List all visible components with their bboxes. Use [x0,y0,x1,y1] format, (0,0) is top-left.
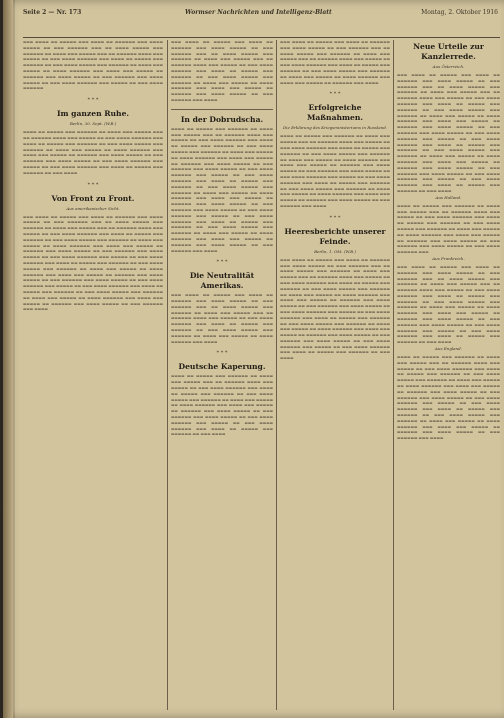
newspaper-page [3,0,504,718]
issue-date: Montag, 2. Oktober 1916 [421,9,498,16]
headline: In der Dobrudscha. [180,114,264,124]
subheadline: Aus Holland. [435,194,462,200]
dateline: Berlin, 30. Sept. (W.B.) [69,121,117,127]
body-text: ▬▬▬ ▬▬▬▬ ▬▬ ▬▬▬▬▬ ▬▬▬ ▬▬▬▬ ▬▬ ▬▬▬▬▬▬ ▬▬▬ ▬▬▬▬ ▬▬▬▬▬ ▬▬ ▬▬▬ ▬▬▬▬▬▬ ▬▬▬ ▬▬ ▬▬▬▬ ▬▬▬▬▬ ▬▬▬ ▬▬▬▬▬▬ ▬▬ ▬▬▬▬ ▬▬▬ ▬▬▬▬▬ ▬▬▬ ▬▬ ▬▬▬▬▬▬ ▬▬▬▬ ▬▬▬ ▬▬▬▬▬ ▬▬ ▬▬▬ ▬▬▬▬ ▬▬▬▬▬▬ ▬▬▬ ▬▬▬▬ ▬▬ ▬▬▬▬▬ ▬▬▬ ▬▬▬▬▬▬ ▬▬ ▬▬▬ ▬▬▬▬ ▬▬▬▬▬ ▬▬▬ ▬▬▬▬▬▬ ▬▬ ▬▬▬▬ ▬▬▬ ▬▬▬▬▬ ▬▬ ▬▬▬▬ ▬▬▬▬▬▬ ▬▬▬ ▬▬▬▬ ▬▬▬ ▬▬▬▬▬ ▬▬ ▬▬▬▬▬▬ ▬▬▬ ▬▬▬▬ ▬▬▬▬▬ ▬▬ ▬▬▬ ▬▬▬▬▬▬ ▬▬▬ ▬▬▬▬ ▬▬▬▬▬ ▬▬ ▬▬▬ ▬▬▬▬ ▬▬▬▬▬▬ ▬▬▬ ▬▬▬▬▬ ▬▬ ▬▬▬ ▬▬▬▬ ▬▬▬▬▬▬ ▬▬▬ ▬▬▬▬ ▬▬ ▬▬▬▬▬ ▬▬▬ ▬▬▬▬▬▬ ▬▬ ▬▬▬ ▬▬▬▬ ▬▬▬▬▬ ▬▬▬ ▬▬▬▬▬▬ ▬▬ ▬▬▬▬ ▬▬▬ ▬▬▬▬▬ ▬▬ ▬▬▬▬ ▬▬▬▬▬▬ ▬▬▬ ▬▬▬▬ ▬▬▬ ▬▬▬▬▬ ▬▬ ▬▬▬▬▬▬ ▬▬▬ ▬▬▬▬ ▬▬▬▬▬ ▬▬ ▬▬▬ ▬▬▬▬▬▬ ▬▬▬ ▬▬▬▬ ▬▬▬▬▬ ▬▬ ▬▬▬ ▬▬▬▬ ▬▬▬▬▬▬ ▬▬▬ ▬▬▬▬▬ ▬▬ ▬▬▬ ▬▬▬▬ ▬▬▬▬▬▬ ▬▬▬ ▬▬▬▬ ▬▬ ▬▬▬▬▬ ▬▬▬ ▬▬▬▬▬▬ ▬▬ ▬▬▬ ▬▬▬▬ [280,257,390,361]
body-text: ▬▬▬ ▬▬▬▬ ▬▬ ▬▬▬▬▬ ▬▬▬ ▬▬▬▬ ▬▬ ▬▬▬▬▬▬ ▬▬▬ ▬▬▬▬ ▬▬▬▬▬ ▬▬ ▬▬▬ ▬▬▬▬▬▬ ▬▬▬ ▬▬ ▬▬▬▬ ▬▬▬▬▬ ▬▬▬ ▬▬▬▬▬▬ ▬▬ ▬▬▬▬ ▬▬▬ ▬▬▬▬▬ ▬▬▬ ▬▬ ▬▬▬▬▬▬ ▬▬▬▬ ▬▬▬ ▬▬▬▬▬ ▬▬ ▬▬▬ ▬▬▬▬ ▬▬▬▬▬▬ ▬▬▬ ▬▬▬▬ ▬▬ ▬▬▬▬▬ ▬▬▬ ▬▬▬▬▬▬ ▬▬ ▬▬▬ ▬▬▬▬ ▬▬▬▬▬ ▬▬▬ ▬▬▬▬▬▬ ▬▬ ▬▬▬▬ ▬▬▬ ▬▬▬▬▬ ▬▬ ▬▬▬▬ ▬▬▬▬▬▬ ▬▬▬ ▬▬▬▬ ▬▬▬ ▬▬▬▬▬ ▬▬ ▬▬▬▬▬▬ ▬▬▬ ▬▬▬▬ ▬▬▬▬▬ ▬▬ ▬▬▬ ▬▬▬▬▬▬ ▬▬▬ ▬▬▬▬ ▬▬▬▬▬ ▬▬ ▬▬▬ ▬▬▬▬ ▬▬▬▬▬▬ ▬▬▬ ▬▬▬▬▬ ▬▬ ▬▬▬ ▬▬▬▬ ▬▬▬▬▬▬ ▬▬▬ ▬▬▬▬ ▬▬ ▬▬▬▬▬ ▬▬▬ ▬▬▬▬▬▬ ▬▬ ▬▬▬ ▬▬▬▬ ▬▬▬▬▬ ▬▬▬ ▬▬▬▬▬▬ ▬▬ ▬▬▬▬ ▬▬▬ ▬▬▬▬▬ ▬▬ ▬▬▬▬ ▬▬▬▬▬▬ ▬▬▬ ▬▬▬▬ ▬▬▬ ▬▬▬▬▬ ▬▬ ▬▬▬▬▬▬ ▬▬▬ ▬▬▬▬ ▬▬▬▬▬ ▬▬ ▬▬▬ ▬▬▬▬▬▬ ▬▬▬ ▬▬▬▬ ▬▬▬▬▬ ▬▬ ▬▬▬ ▬▬▬▬ ▬▬▬▬▬▬ ▬▬▬ ▬▬▬▬▬ ▬▬ ▬▬▬ ▬▬▬▬ ▬▬▬▬▬▬ ▬▬▬ ▬▬▬▬ ▬▬ ▬▬▬▬▬ ▬▬▬ ▬▬▬▬▬▬ ▬▬ ▬▬▬ ▬▬▬▬ ▬▬▬▬▬ ▬▬▬ ▬▬▬▬▬▬ ▬▬ ▬▬▬▬ ▬▬▬ ▬▬▬▬▬ ▬▬ ▬▬▬▬ ▬▬▬▬▬▬ ▬▬▬ ▬▬▬▬ ▬▬▬ ▬▬▬▬▬ ▬▬ ▬▬▬▬▬▬ ▬▬▬ ▬▬▬▬ ▬▬▬▬▬ ▬▬ ▬▬▬ ▬▬▬▬▬▬ ▬▬▬ ▬▬▬▬ [23,214,163,312]
body-text: ▬▬▬ ▬▬▬▬ ▬▬ ▬▬▬▬▬ ▬▬▬ ▬▬▬▬ ▬▬ ▬▬▬▬▬▬ ▬▬▬ ▬▬▬▬ ▬▬▬▬▬ ▬▬ ▬▬▬ ▬▬▬▬▬▬ ▬▬▬ ▬▬ ▬▬▬▬ ▬▬▬▬▬ ▬▬▬ ▬▬▬▬▬▬ ▬▬ ▬▬▬▬ ▬▬▬ ▬▬▬▬▬ ▬▬▬ ▬▬ ▬▬▬▬▬▬ ▬▬▬▬ ▬▬▬ ▬▬▬▬▬ ▬▬ ▬▬▬ ▬▬▬▬ ▬▬▬▬▬▬ ▬▬▬ ▬▬▬▬ ▬▬ ▬▬▬▬▬ ▬▬▬ ▬▬▬▬▬▬ ▬▬ ▬▬▬ ▬▬▬▬ ▬▬▬▬▬ ▬▬▬ ▬▬▬▬▬▬ ▬▬ ▬▬▬▬ ▬▬▬ ▬▬▬▬▬ ▬▬ ▬▬▬▬ ▬▬▬▬▬▬ ▬▬▬ ▬▬▬▬ ▬▬▬ ▬▬▬▬▬ ▬▬ ▬▬▬▬▬▬ ▬▬▬ ▬▬▬▬ ▬▬▬▬▬ ▬▬ ▬▬▬ ▬▬▬▬▬▬ ▬▬▬ ▬▬▬▬ ▬▬▬▬▬ ▬▬ ▬▬▬ ▬▬▬▬ ▬▬▬▬▬▬ ▬▬▬ ▬▬▬▬▬ ▬▬ ▬▬▬ ▬▬▬▬ ▬▬▬▬▬▬ ▬▬▬ ▬▬▬▬ ▬▬ ▬▬▬▬▬ ▬▬▬ ▬▬▬▬▬▬ ▬▬ ▬▬▬ ▬▬▬▬ ▬▬▬▬▬ ▬▬▬ ▬▬▬▬▬▬ ▬▬ ▬▬▬▬ ▬▬▬ ▬▬▬▬▬ ▬▬ ▬▬▬▬ ▬▬▬▬▬▬ ▬▬▬ ▬▬▬▬ ▬▬▬ ▬▬▬▬▬ ▬▬ ▬▬▬▬▬▬ ▬▬▬ ▬▬▬▬ ▬▬▬▬▬ ▬▬ ▬▬▬ ▬▬▬▬▬▬ ▬▬▬ ▬▬▬▬ ▬▬▬▬▬ ▬▬ ▬▬▬ ▬▬▬▬ ▬▬▬▬▬▬ ▬▬▬ ▬▬▬▬▬ ▬▬ ▬▬▬ ▬▬▬▬ ▬▬▬▬▬▬ ▬▬▬ ▬▬▬▬ ▬▬ ▬▬▬▬▬ ▬▬▬ ▬▬▬▬▬▬ ▬▬ ▬▬▬ ▬▬▬▬ [397,73,500,193]
page-header [15,4,500,28]
body-text: ▬▬▬▬ ▬▬ ▬▬▬▬▬ ▬▬▬ ▬▬▬▬▬▬ ▬▬ ▬▬▬▬ ▬▬▬ ▬▬▬▬▬ ▬▬▬ ▬▬ ▬▬▬▬▬▬ ▬▬▬▬ ▬▬▬ ▬▬▬▬▬ ▬▬ ▬▬▬ ▬▬▬▬ ▬▬▬▬▬▬ ▬▬▬ ▬▬▬▬ ▬▬ ▬▬▬▬▬ ▬▬▬ ▬▬▬▬▬▬ ▬▬ ▬▬▬ ▬▬▬▬ ▬▬▬▬▬ ▬▬▬ ▬▬▬▬▬▬ ▬▬ ▬▬▬▬ ▬▬▬ ▬▬▬▬▬ ▬▬ ▬▬▬▬ ▬▬▬▬▬▬ ▬▬▬ ▬▬▬▬ ▬▬▬ ▬▬▬▬▬ ▬▬ ▬▬▬▬▬▬ ▬▬▬ ▬▬▬▬ ▬▬▬▬▬ ▬▬ ▬▬▬ ▬▬▬▬▬▬ ▬▬▬ ▬▬▬▬ ▬▬▬▬▬ ▬▬ ▬▬▬ ▬▬▬▬ ▬▬▬▬▬▬ ▬▬▬ ▬▬▬▬▬ ▬▬ ▬▬▬ ▬▬▬▬ ▬▬▬▬▬▬ ▬▬▬ ▬▬▬▬ ▬▬ ▬▬▬▬▬ ▬▬▬ ▬▬▬▬▬▬ ▬▬ ▬▬▬ ▬▬▬▬ [23,130,163,175]
body-text: ▬▬▬ ▬▬▬▬ ▬▬ ▬▬▬▬▬ ▬▬▬ ▬▬▬▬ ▬▬ ▬▬▬▬▬▬ ▬▬▬ ▬▬▬▬ ▬▬▬▬▬ ▬▬ ▬▬▬ ▬▬▬▬▬▬ ▬▬▬ ▬▬ ▬▬▬▬ ▬▬▬▬▬ ▬▬▬ ▬▬▬▬▬▬ ▬▬ ▬▬▬▬ ▬▬▬ ▬▬▬▬▬ ▬▬▬ ▬▬ ▬▬▬▬▬▬ ▬▬▬▬ ▬▬▬ ▬▬▬▬▬ ▬▬ ▬▬▬ ▬▬▬▬ ▬▬▬▬▬▬ ▬▬▬ ▬▬▬▬ ▬▬ ▬▬▬▬▬ ▬▬▬ ▬▬▬▬▬▬ ▬▬ ▬▬▬ ▬▬▬▬ ▬▬▬▬▬ ▬▬▬ ▬▬▬▬▬▬ ▬▬ ▬▬▬▬ ▬▬▬ ▬▬▬▬▬ ▬▬ ▬▬▬▬ ▬▬▬▬▬▬ ▬▬▬ ▬▬▬▬ ▬▬▬ ▬▬▬▬▬ ▬▬ ▬▬▬▬▬▬ ▬▬▬ ▬▬▬▬ ▬▬▬▬▬ ▬▬ ▬▬▬ ▬▬▬▬▬▬ ▬▬▬ ▬▬▬▬ [171,40,273,102]
subheadline: Die Erklärung des Kriegsministeriums in Russland. [282,125,388,131]
headline: Erfolgreiche Maßnahmen. [306,103,364,123]
section-star: * * * [329,91,341,98]
section-star: * * * [329,214,341,221]
column-rule [276,40,277,710]
column-1 [23,40,163,710]
section-star: * * * [216,259,228,266]
header-rule [23,37,500,38]
section-star: * * * [87,181,99,188]
column-2 [171,40,273,710]
headline: Neue Urteile zur Kanzlerrede. [413,42,484,61]
subheadline: Aus Österreich. [432,64,465,69]
headline: Heeresberichte unserer Feinde. [284,226,386,246]
subheadline: Aus amerikanischer Sicht. [66,205,120,211]
binding-spine [3,0,13,718]
section-rule [171,109,273,110]
body-text: ▬▬▬▬ ▬▬ ▬▬▬▬▬ ▬▬▬ ▬▬▬▬▬▬ ▬▬ ▬▬▬▬ ▬▬▬ ▬▬▬▬▬ ▬▬▬ ▬▬ ▬▬▬▬▬▬ ▬▬▬▬ ▬▬▬ ▬▬▬▬▬ ▬▬ ▬▬▬ ▬▬▬▬ ▬▬▬▬▬▬ ▬▬▬ ▬▬▬▬ ▬▬ ▬▬▬▬▬ ▬▬▬ ▬▬▬▬▬▬ ▬▬ ▬▬▬ ▬▬▬▬ ▬▬▬▬▬ ▬▬▬ ▬▬▬▬▬▬ ▬▬ ▬▬▬▬ ▬▬▬ ▬▬▬▬▬ ▬▬ ▬▬▬▬ ▬▬▬▬▬▬ ▬▬▬ ▬▬▬▬ ▬▬▬ ▬▬▬▬▬ ▬▬ ▬▬▬▬▬▬ ▬▬▬ ▬▬▬▬ ▬▬▬▬▬ ▬▬ ▬▬▬ ▬▬▬▬▬▬ ▬▬▬ ▬▬▬▬ ▬▬▬▬▬ ▬▬ ▬▬▬ ▬▬▬▬ ▬▬▬▬▬▬ ▬▬▬ ▬▬▬▬▬ ▬▬ ▬▬▬ ▬▬▬▬ ▬▬▬▬▬▬ ▬▬▬ ▬▬▬▬ ▬▬ ▬▬▬▬▬ ▬▬▬ ▬▬▬▬▬▬ ▬▬ ▬▬▬ ▬▬▬▬ ▬▬▬▬▬ ▬▬▬ ▬▬▬▬▬▬ ▬▬ ▬▬▬▬ ▬▬▬ ▬▬▬▬▬ ▬▬ ▬▬▬▬ ▬▬▬▬▬▬ ▬▬▬ ▬▬▬▬ ▬▬▬ ▬▬▬▬▬ ▬▬ ▬▬▬▬▬▬ ▬▬▬ ▬▬▬▬ ▬▬▬▬▬ ▬▬ ▬▬▬ ▬▬▬▬▬▬ ▬▬▬ ▬▬▬▬ ▬▬▬▬▬ ▬▬ ▬▬▬ ▬▬▬▬ ▬▬▬▬▬▬ ▬▬▬ ▬▬▬▬▬ ▬▬ ▬▬▬ ▬▬▬▬ ▬▬▬▬▬▬ ▬▬▬ ▬▬▬▬ ▬▬ ▬▬▬▬▬ ▬▬▬ ▬▬▬▬▬▬ ▬▬ ▬▬▬ ▬▬▬▬ ▬▬▬▬▬ ▬▬▬ ▬▬▬▬▬▬ ▬▬ ▬▬▬▬ ▬▬▬ ▬▬▬▬▬ ▬▬ ▬▬▬▬ ▬▬▬▬▬▬ ▬▬▬ ▬▬▬▬ ▬▬▬ ▬▬▬▬▬ ▬▬ ▬▬▬▬▬▬ ▬▬▬ ▬▬▬▬ ▬▬▬▬▬ ▬▬ ▬▬▬ ▬▬▬▬▬▬ ▬▬▬ ▬▬▬▬ [171,126,273,253]
body-text: ▬▬▬ ▬▬▬▬ ▬▬ ▬▬▬▬▬ ▬▬▬ ▬▬▬▬ ▬▬ ▬▬▬▬▬▬ ▬▬▬ ▬▬▬▬ ▬▬▬▬▬ ▬▬ ▬▬▬ ▬▬▬▬▬▬ ▬▬▬ ▬▬ ▬▬▬▬ ▬▬▬▬▬ ▬▬▬ ▬▬▬▬▬▬ ▬▬ ▬▬▬▬ ▬▬▬ ▬▬▬▬▬ ▬▬▬ ▬▬ ▬▬▬▬▬▬ ▬▬▬▬ ▬▬▬ ▬▬▬▬▬ ▬▬ ▬▬▬ ▬▬▬▬ ▬▬▬▬▬▬ ▬▬▬ ▬▬▬▬ ▬▬ ▬▬▬▬▬ ▬▬▬ ▬▬▬▬▬▬ ▬▬ ▬▬▬ ▬▬▬▬ ▬▬▬▬▬ ▬▬▬ ▬▬▬▬▬▬ ▬▬ ▬▬▬▬ ▬▬▬ ▬▬▬▬▬ ▬▬ ▬▬▬▬ ▬▬▬▬▬▬ ▬▬▬ ▬▬▬▬ ▬▬▬ ▬▬▬▬▬ ▬▬ ▬▬▬▬▬▬ ▬▬▬ ▬▬▬▬ ▬▬▬▬▬ ▬▬ ▬▬▬ ▬▬▬▬▬▬ ▬▬▬ ▬▬▬▬ ▬▬▬▬▬ ▬▬ ▬▬▬ ▬▬▬▬ ▬▬▬▬▬▬ ▬▬▬ ▬▬▬▬▬ ▬▬ ▬▬▬ ▬▬▬▬ ▬▬▬▬▬▬ ▬▬▬ ▬▬▬▬ ▬▬ ▬▬▬▬▬ ▬▬▬ ▬▬▬▬▬▬ ▬▬ ▬▬▬ ▬▬▬▬ [397,264,500,345]
masthead: Wormser Nachrichten und Intelligenz-Blatt [185,9,332,16]
headline: Von Front zu Front. [51,193,135,203]
column-3 [280,40,390,710]
page-number: Seite 2 — Nr. 173 [23,9,82,16]
column-rule [393,40,394,710]
body-text: ▬▬▬▬ ▬▬ ▬▬▬▬▬ ▬▬▬ ▬▬▬▬▬▬ ▬▬ ▬▬▬▬ ▬▬▬ ▬▬▬▬▬ ▬▬▬ ▬▬ ▬▬▬▬▬▬ ▬▬▬▬ ▬▬▬ ▬▬▬▬▬ ▬▬ ▬▬▬ ▬▬▬▬ ▬▬▬▬▬▬ ▬▬▬ ▬▬▬▬ ▬▬ ▬▬▬▬▬ ▬▬▬ ▬▬▬▬▬▬ ▬▬ ▬▬▬ ▬▬▬▬ ▬▬▬▬▬ ▬▬▬ ▬▬▬▬▬▬ ▬▬ ▬▬▬▬ ▬▬▬ ▬▬▬▬▬ ▬▬ ▬▬▬▬ ▬▬▬▬▬▬ ▬▬▬ ▬▬▬▬ ▬▬▬ ▬▬▬▬▬ ▬▬ ▬▬▬▬▬▬ ▬▬▬ ▬▬▬▬ ▬▬▬▬▬ ▬▬ ▬▬▬ ▬▬▬▬▬▬ ▬▬▬ ▬▬▬▬ ▬▬▬▬▬ ▬▬ ▬▬▬ ▬▬▬▬ ▬▬▬▬▬▬ ▬▬▬ ▬▬▬▬▬ ▬▬ ▬▬▬ ▬▬▬▬ ▬▬▬▬▬▬ ▬▬▬ ▬▬▬▬ ▬▬ ▬▬▬▬▬ ▬▬▬ ▬▬▬▬▬▬ ▬▬ ▬▬▬ ▬▬▬▬ ▬▬▬▬▬ ▬▬▬ ▬▬▬▬▬▬ ▬▬ ▬▬▬▬ ▬▬▬ ▬▬▬▬▬ ▬▬ ▬▬▬▬ ▬▬▬▬▬▬ ▬▬▬ ▬▬▬▬ ▬▬▬ ▬▬▬▬▬ ▬▬ ▬▬▬▬▬▬ ▬▬▬ ▬▬▬▬ ▬▬▬▬▬ ▬▬ ▬▬▬ ▬▬▬▬▬▬ ▬▬▬ ▬▬▬▬ [397,355,500,441]
subheadline: Aus Frankreich. [432,255,465,261]
body-text: ▬▬▬▬ ▬▬ ▬▬▬▬▬ ▬▬▬ ▬▬▬▬▬▬ ▬▬ ▬▬▬▬ ▬▬▬ ▬▬▬▬▬ ▬▬▬ ▬▬ ▬▬▬▬▬▬ ▬▬▬▬ ▬▬▬ ▬▬▬▬▬ ▬▬ ▬▬▬ ▬▬▬▬ ▬▬▬▬▬▬ ▬▬▬ ▬▬▬▬ ▬▬ ▬▬▬▬▬ ▬▬▬ ▬▬▬▬▬▬ ▬▬ ▬▬▬ ▬▬▬▬ ▬▬▬▬▬ ▬▬▬ ▬▬▬▬▬▬ ▬▬ ▬▬▬▬ ▬▬▬ ▬▬▬▬▬ ▬▬ ▬▬▬▬ ▬▬▬▬▬▬ ▬▬▬ ▬▬▬▬ ▬▬▬ ▬▬▬▬▬ ▬▬ ▬▬▬▬▬▬ ▬▬▬ ▬▬▬▬ ▬▬▬▬▬ ▬▬ ▬▬▬ ▬▬▬▬▬▬ ▬▬▬ ▬▬▬▬ ▬▬▬▬▬ ▬▬ ▬▬▬ ▬▬▬▬ ▬▬▬▬▬▬ ▬▬▬ ▬▬▬▬▬ ▬▬ ▬▬▬ ▬▬▬▬ ▬▬▬▬▬▬ ▬▬▬ ▬▬▬▬ ▬▬ ▬▬▬▬▬ ▬▬▬ ▬▬▬▬▬▬ ▬▬ ▬▬▬ ▬▬▬▬ [171,374,273,437]
headline: Die Neutralität Amerikas. [189,271,255,291]
body-text: ▬▬▬▬ ▬▬ ▬▬▬▬▬ ▬▬▬ ▬▬▬▬▬▬ ▬▬ ▬▬▬▬ ▬▬▬ ▬▬▬▬▬ ▬▬▬ ▬▬ ▬▬▬▬▬▬ ▬▬▬▬ ▬▬▬ ▬▬▬▬▬ ▬▬ ▬▬▬ ▬▬▬▬ ▬▬▬▬▬▬ ▬▬▬ ▬▬▬▬ ▬▬ ▬▬▬▬▬ ▬▬▬ ▬▬▬▬▬▬ ▬▬ ▬▬▬ ▬▬▬▬ ▬▬▬▬▬ ▬▬▬ ▬▬▬▬▬▬ ▬▬ ▬▬▬▬ ▬▬▬ ▬▬▬▬▬ ▬▬ ▬▬▬▬ ▬▬▬▬▬▬ ▬▬▬ ▬▬▬▬ ▬▬▬ ▬▬▬▬▬ ▬▬ ▬▬▬▬▬▬ ▬▬▬ ▬▬▬▬ ▬▬▬▬▬ ▬▬ ▬▬▬ ▬▬▬▬▬▬ ▬▬▬ ▬▬▬▬ ▬▬▬▬▬ ▬▬ ▬▬▬ ▬▬▬▬ ▬▬▬▬▬▬ ▬▬▬ [397,203,500,255]
binding-shadow [13,0,15,718]
body-text: ▬▬▬ ▬▬▬▬ ▬▬ ▬▬▬▬▬ ▬▬▬ ▬▬▬▬ ▬▬ ▬▬▬▬▬▬ ▬▬▬ ▬▬▬▬ ▬▬▬▬▬ ▬▬ ▬▬▬ ▬▬▬▬▬▬ ▬▬▬ ▬▬ ▬▬▬▬ ▬▬▬▬▬ ▬▬▬ ▬▬▬▬▬▬ ▬▬ ▬▬▬▬ ▬▬▬ ▬▬▬▬▬ ▬▬▬ ▬▬ ▬▬▬▬▬▬ ▬▬▬▬ ▬▬▬ ▬▬▬▬▬ ▬▬ ▬▬▬ ▬▬▬▬ ▬▬▬▬▬▬ ▬▬▬ ▬▬▬▬ ▬▬ ▬▬▬▬▬ ▬▬▬ ▬▬▬▬▬▬ ▬▬ ▬▬▬ ▬▬▬▬ ▬▬▬▬▬ ▬▬▬ ▬▬▬▬▬▬ ▬▬ ▬▬▬▬ ▬▬▬ ▬▬▬▬▬ ▬▬ ▬▬▬▬ ▬▬▬▬▬▬ ▬▬▬ ▬▬▬▬ [171,293,273,344]
column-4 [397,40,500,710]
body-text: ▬▬▬▬ ▬▬ ▬▬▬▬▬ ▬▬▬ ▬▬▬▬▬▬ ▬▬ ▬▬▬▬ ▬▬▬ ▬▬▬▬▬ ▬▬▬ ▬▬ ▬▬▬▬▬▬ ▬▬▬▬ ▬▬▬ ▬▬▬▬▬ ▬▬ ▬▬▬ ▬▬▬▬ ▬▬▬▬▬▬ ▬▬▬ ▬▬▬▬ ▬▬ ▬▬▬▬▬ ▬▬▬ ▬▬▬▬▬▬ ▬▬ ▬▬▬ ▬▬▬▬ ▬▬▬▬▬ ▬▬▬ ▬▬▬▬▬▬ ▬▬ ▬▬▬▬ ▬▬▬ ▬▬▬▬▬ ▬▬ ▬▬▬▬ ▬▬▬▬▬▬ ▬▬▬ ▬▬▬▬ ▬▬▬ ▬▬▬▬▬ ▬▬ ▬▬▬▬▬▬ ▬▬▬ ▬▬▬▬ ▬▬▬▬▬ ▬▬ ▬▬▬ ▬▬▬▬▬▬ ▬▬▬ ▬▬▬▬ ▬▬▬▬▬ ▬▬ ▬▬▬ ▬▬▬▬ ▬▬▬▬▬▬ ▬▬▬ ▬▬▬▬▬ ▬▬ ▬▬▬ ▬▬▬▬ ▬▬▬▬▬▬ ▬▬▬ ▬▬▬▬ ▬▬ ▬▬▬▬▬ ▬▬▬ ▬▬▬▬▬▬ ▬▬ ▬▬▬ ▬▬▬▬ ▬▬▬▬▬ ▬▬▬ ▬▬▬▬▬▬ ▬▬ ▬▬▬▬ ▬▬▬ ▬▬▬▬▬ ▬▬ ▬▬▬▬ ▬▬▬▬▬▬ ▬▬▬ ▬▬▬▬ ▬▬▬ ▬▬▬▬▬ ▬▬ ▬▬▬▬▬▬ ▬▬▬ ▬▬▬▬ ▬▬▬▬▬ ▬▬ ▬▬▬ ▬▬▬▬▬▬ ▬▬▬ ▬▬▬▬ [280,134,390,208]
dateline: Berlin, 1. Okt. (W.B.) [314,248,356,254]
section-star: * * * [87,97,99,104]
column-rule [167,40,168,710]
subheadline: Aus England. [435,346,462,352]
headline: Im ganzen Ruhe. [56,109,130,119]
body-text: ▬▬▬ ▬▬▬▬ ▬▬ ▬▬▬▬▬ ▬▬▬ ▬▬▬▬ ▬▬ ▬▬▬▬▬▬ ▬▬▬ ▬▬▬▬ ▬▬▬▬▬ ▬▬ ▬▬▬ ▬▬▬▬▬▬ ▬▬▬ ▬▬ ▬▬▬▬ ▬▬▬▬▬ ▬▬▬ ▬▬▬▬▬▬ ▬▬ ▬▬▬▬ ▬▬▬ ▬▬▬▬▬ ▬▬▬ ▬▬ ▬▬▬▬▬▬ ▬▬▬▬ ▬▬▬ ▬▬▬▬▬ ▬▬ ▬▬▬ ▬▬▬▬ ▬▬▬▬▬▬ ▬▬▬ ▬▬▬▬ ▬▬ ▬▬▬▬▬ ▬▬▬ ▬▬▬▬▬▬ ▬▬ ▬▬▬ ▬▬▬▬ ▬▬▬▬▬ ▬▬▬ ▬▬▬▬▬▬ ▬▬ ▬▬▬▬ ▬▬▬ ▬▬▬▬▬ ▬▬ ▬▬▬▬ ▬▬▬▬▬▬ ▬▬▬ ▬▬▬▬ ▬▬▬ ▬▬▬▬▬ ▬▬ ▬▬▬▬▬▬ ▬▬▬ ▬▬▬▬ [280,40,390,85]
section-star: * * * [216,350,228,357]
headline: Deutsche Kaperung. [178,362,266,372]
body-text: ▬▬▬ ▬▬▬▬ ▬▬ ▬▬▬▬▬ ▬▬▬ ▬▬▬▬ ▬▬ ▬▬▬▬▬▬ ▬▬▬ ▬▬▬▬ ▬▬▬▬▬ ▬▬ ▬▬▬ ▬▬▬▬▬▬ ▬▬▬ ▬▬ ▬▬▬▬ ▬▬▬▬▬ ▬▬▬ ▬▬▬▬▬▬ ▬▬ ▬▬▬▬ ▬▬▬ ▬▬▬▬▬ ▬▬▬ ▬▬ ▬▬▬▬▬▬ ▬▬▬▬ ▬▬▬ ▬▬▬▬▬ ▬▬ ▬▬▬ ▬▬▬▬ ▬▬▬▬▬▬ ▬▬▬ ▬▬▬▬ ▬▬ ▬▬▬▬▬ ▬▬▬ ▬▬▬▬▬▬ ▬▬ ▬▬▬ ▬▬▬▬ ▬▬▬▬▬ ▬▬▬ ▬▬▬▬▬▬ ▬▬ ▬▬▬▬ ▬▬▬ ▬▬▬▬▬ ▬▬ ▬▬▬▬ ▬▬▬▬▬▬ ▬▬▬ ▬▬▬▬ ▬▬▬ ▬▬▬▬▬ ▬▬ ▬▬▬▬▬▬ ▬▬▬ ▬▬▬▬ ▬▬▬▬▬ ▬▬ ▬▬▬ ▬▬▬▬▬▬ ▬▬▬ ▬▬▬▬ ▬▬▬▬▬ ▬▬ ▬▬▬ ▬▬▬▬ ▬▬▬▬▬▬ ▬▬▬ ▬▬▬▬▬ ▬▬ ▬▬▬ ▬▬▬▬ ▬▬▬▬▬▬ [23,40,163,91]
